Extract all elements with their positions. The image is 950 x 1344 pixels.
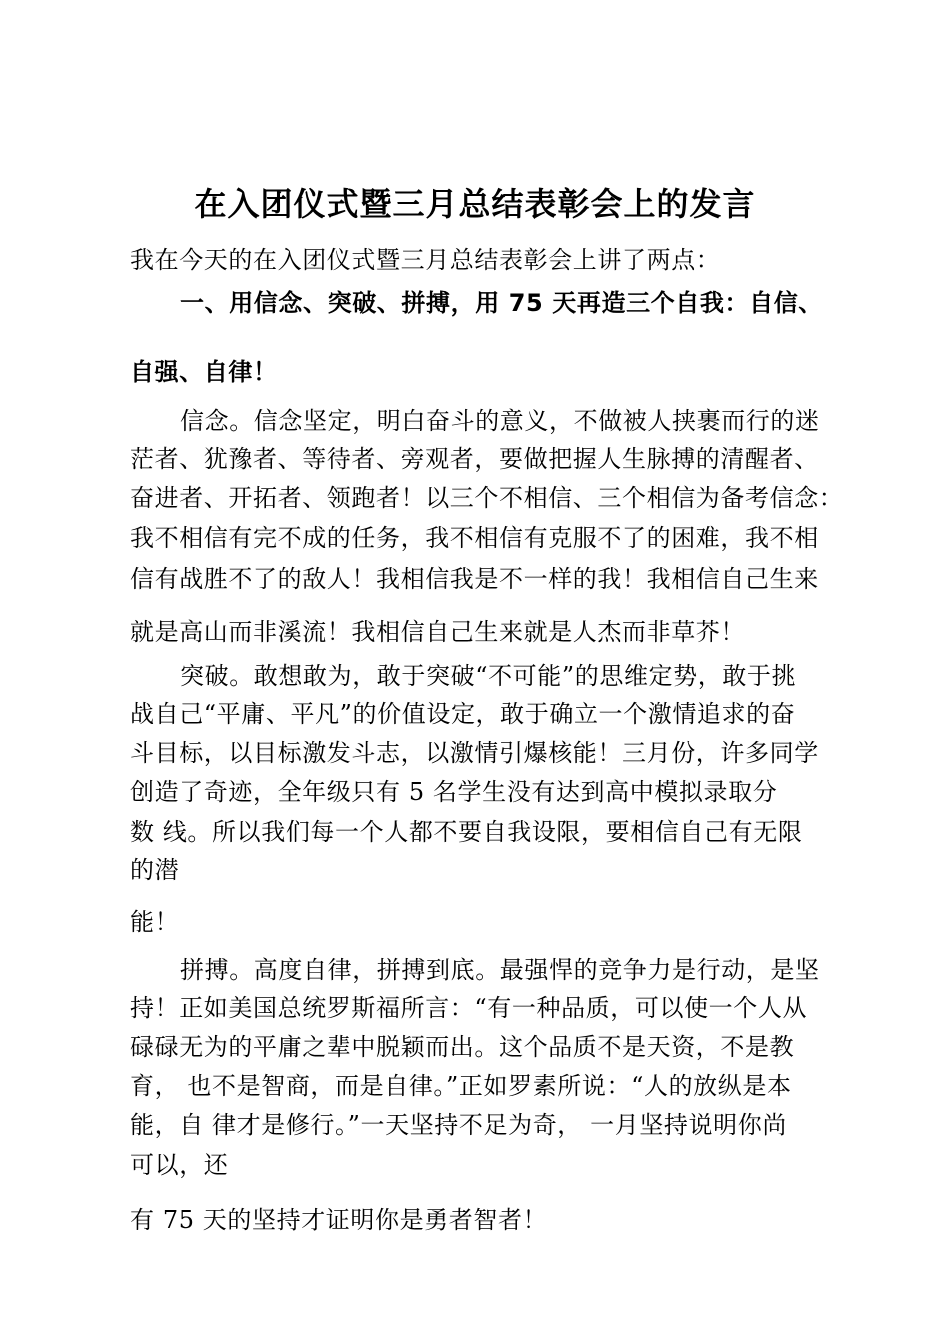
paragraph-line: 战自己“平庸、平凡”的价值设定，敢于确立一个激情追求的奋 [130, 700, 796, 728]
paragraph-line: 有 75 天的坚持才证明你是勇者智者！ [130, 1206, 548, 1234]
paragraph-line: 能，自 律才是修行。”一天坚持不足为奇， 一月坚持说明你尚 [130, 1111, 787, 1139]
paragraph-line: 碌碌无为的平庸之辈中脱颖而出。这个品质不是天资，不是教 [130, 1033, 795, 1061]
paragraph-line: 创造了奇迹，全年级只有 5 名学生没有达到高中模拟录取分 [130, 778, 778, 806]
paragraph-line: 育， 也不是智商，而是自律。”正如罗素所说：“人的放纵是本 [130, 1072, 792, 1100]
section-heading-line-2: 自强、自律！ [130, 358, 278, 386]
paragraph-line: 奋进者、开拓者、领跑者！以三个不相信、三个相信为备考信念： [130, 484, 844, 512]
paragraph-line: 拼搏。高度自律，拼搏到底。最强悍的竞争力是行动，是坚 [180, 956, 820, 984]
section-heading-line-1: 一、用信念、突破、拼搏，用 75 天再造三个自我：自信、 [180, 289, 823, 317]
paragraph-line: 可以，还 [130, 1151, 229, 1179]
paragraph-line: 就是高山而非溪流！我相信自己生来就是人杰而非草芥！ [130, 618, 745, 646]
paragraph-line: 我不相信有完不成的任务，我不相信有克服不了的困难，我不相 [130, 524, 819, 552]
paragraph-line: 信念。信念坚定，明白奋斗的意义，不做被人挟裹而行的迷 [180, 407, 820, 435]
paragraph-line: 能！ [130, 908, 180, 936]
paragraph-line: 斗目标，以目标激发斗志，以激情引爆核能！三月份，许多同学 [130, 739, 819, 767]
paragraph-line: 数 线。所以我们每一个人都不要自我设限，要相信自己有无限 [130, 818, 803, 846]
document-title: 在入团仪式暨三月总结表彰会上的发言 [194, 185, 756, 223]
paragraph-line: 的潜 [130, 856, 180, 884]
paragraph-line: 持！正如美国总统罗斯福所言：“有一种品质，可以使一个人从 [130, 994, 808, 1022]
intro-line: 我在今天的在入团仪式暨三月总结表彰会上讲了两点： [130, 246, 721, 274]
paragraph-line: 茫者、犹豫者、等待者、旁观者，要做把握人生脉搏的清醒者、 [130, 445, 819, 473]
paragraph-line: 信有战胜不了的敌人！我相信我是不一样的我！我相信自己生来 [130, 565, 819, 593]
paragraph-line: 突破。敢想敢为，敢于突破“不可能”的思维定势，敢于挑 [180, 662, 797, 690]
